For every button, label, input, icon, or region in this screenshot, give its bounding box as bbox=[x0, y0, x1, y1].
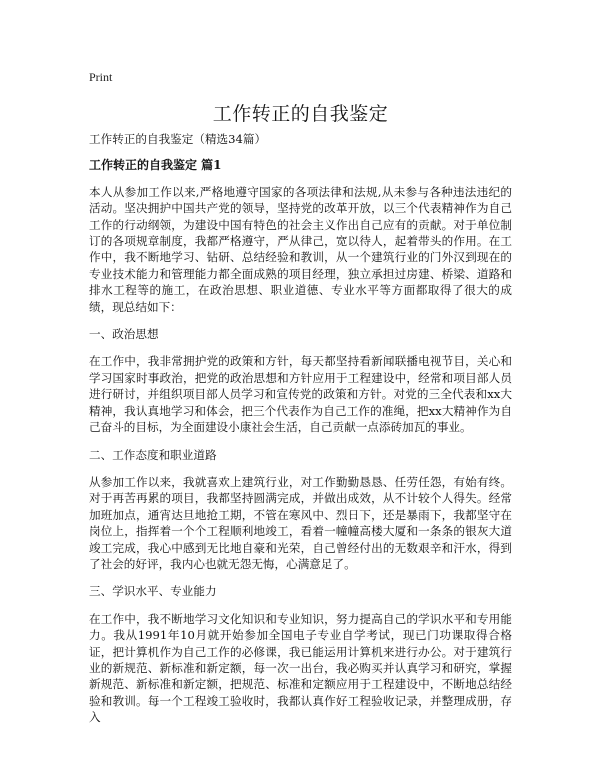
section-title: 工作转正的自我鉴定 篇1 bbox=[89, 158, 222, 173]
heading-work-attitude: 二、工作态度和职业道路 bbox=[89, 447, 217, 462]
intro-paragraph: 本人从参加工作以来,严格地遵守国家的各项法律和法规,从未参与各种违法违纪的活动。坚决拥护中国共产党的领导，坚持党的改革开放，以三个代表精神作为自己工作的行动纲领，为建设中国有特色的社会主义作出自己应有的贡献。对于单位制订的各项规章制度，我都严格遵守，严从律己，宽以待人，起着带头的作用。在工作中，我不断地学习、钻研、总结经验和教训，从一个建筑行业的门外汉到现在的专业技术能力和管理能力都全面成熟的项目经理，独立承担过房建、桥梁、道路和排水工程等的施工，在政治思想、职业道德、专业水平等方面都取得了很大的成绩，现总结如下： bbox=[89, 184, 512, 314]
document-subtitle: 工作转正的自我鉴定（精选34篇） bbox=[89, 132, 267, 146]
paragraph-knowledge-ability: 在工作中，我不断地学习文化知识和专业知识，努力提高自己的学识水平和专用能力。我从1991年10月就开始参加全国电子专业自学考试，现已门功课取得合格证，把计算机作为自己工作的必修课，我已能运用计算机来进行办公。对于建筑行业的新规范、新标准和新定额，每一次一出台，我必购买并认真学习和研究，掌握新规范、新标准和新定额，把规范、标准和定额应用于工程建设中，不断地总结经验和教训。每一个工程竣工验收时，我都认真作好工程验收记录，并整理成册，存入 bbox=[89, 611, 512, 725]
document-body bbox=[89, 131, 512, 737]
paragraph-work-attitude: 从参加工作以来，我就喜欢上建筑行业，对工作勤勤恳恳、任劳任怨，有始有终。对于再苦再累的项目，我都坚持圆满完成，并做出成效，从不计较个人得失。经常加班加点，通宵达旦地抢工期，不管在寒风中、烈日下，还是暴雨下，我都坚守在岗位上，指挥着一个个工程顺利地竣工，看着一幢幢高楼大厦和一条条的银灰大道竣工完成，我心中感到无比地自豪和光荣，自己曾经付出的无数艰辛和汗水，得到了社会的好评，我内心也就无怨无悔，心满意足了。 bbox=[89, 474, 512, 571]
heading-political-thought: 一、政治思想 bbox=[89, 327, 159, 342]
document-title: 工作转正的自我鉴定 bbox=[212, 103, 389, 125]
print-label: Print bbox=[89, 70, 113, 84]
paragraph-political-thought: 在工作中，我非常拥护党的政策和方针，每天都坚持看新闻联播电视节目，关心和学习国家时事政治，把党的政治思想和方针应用于工程建设中，经常和项目部人员进行研讨，并组织项目部人员学习和宣传党的政策和方针。对党的三全代表和xx大精神，我认真地学习和体会，把三个代表作为自己工作的准绳，把xx大精神作为自己奋斗的目标，为全面建设小康社会生活，自己贡献一点添砖加瓦的事业。 bbox=[89, 354, 512, 435]
heading-knowledge-ability: 三、学识水平、专业能力 bbox=[89, 584, 217, 599]
